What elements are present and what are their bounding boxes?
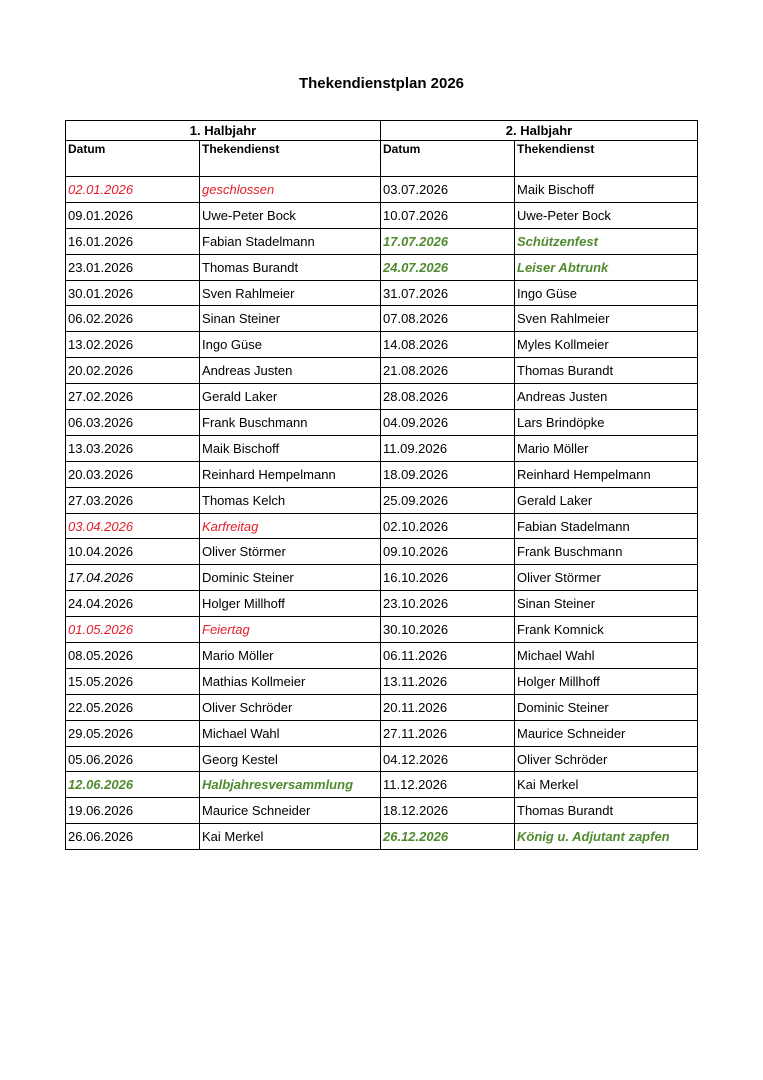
date-2-cell: 09.10.2026 xyxy=(381,539,515,565)
table-row xyxy=(66,358,698,384)
date-2-cell: 14.08.2026 xyxy=(381,332,515,358)
date-2-cell: 16.10.2026 xyxy=(381,565,515,591)
duty-2-cell: Maik Bischoff xyxy=(515,177,698,203)
duty-2-cell: Sinan Steiner xyxy=(515,591,698,617)
date-1-cell: 15.05.2026 xyxy=(66,668,200,694)
table-body xyxy=(66,177,698,850)
date-1-cell: 16.01.2026 xyxy=(66,228,200,254)
duty-2-cell: Mario Möller xyxy=(515,435,698,461)
duty-2-cell: Reinhard Hempelmann xyxy=(515,461,698,487)
duty-2-cell: Frank Buschmann xyxy=(515,539,698,565)
date-2-cell: 11.12.2026 xyxy=(381,772,515,798)
duty-2-cell: Leiser Abtrunk xyxy=(515,254,698,280)
date-1-cell: 22.05.2026 xyxy=(66,694,200,720)
date-1-cell: 06.03.2026 xyxy=(66,410,200,436)
duty-1-cell: Feiertag xyxy=(200,617,381,643)
column-header-duty-1: Thekendienst xyxy=(200,141,381,177)
date-1-cell: 29.05.2026 xyxy=(66,720,200,746)
date-1-cell: 30.01.2026 xyxy=(66,280,200,306)
date-1-cell: 08.05.2026 xyxy=(66,643,200,669)
duty-2-cell: Gerald Laker xyxy=(515,487,698,513)
table-row xyxy=(66,435,698,461)
date-2-cell: 13.11.2026 xyxy=(381,668,515,694)
column-header-duty-2: Thekendienst xyxy=(515,141,698,177)
duty-1-cell: Mathias Kollmeier xyxy=(200,668,381,694)
duty-1-cell: Thomas Burandt xyxy=(200,254,381,280)
date-1-cell: 10.04.2026 xyxy=(66,539,200,565)
duty-1-cell: Georg Kestel xyxy=(200,746,381,772)
table-row xyxy=(66,746,698,772)
duty-1-cell: Sinan Steiner xyxy=(200,306,381,332)
column-header-row xyxy=(66,141,698,177)
date-2-cell: 18.12.2026 xyxy=(381,798,515,824)
duty-2-cell: Lars Brindöpke xyxy=(515,410,698,436)
date-2-cell: 04.12.2026 xyxy=(381,746,515,772)
table-row xyxy=(66,539,698,565)
table-row xyxy=(66,720,698,746)
table-row xyxy=(66,306,698,332)
date-1-cell: 20.03.2026 xyxy=(66,461,200,487)
date-2-cell: 24.07.2026 xyxy=(381,254,515,280)
duty-1-cell: Michael Wahl xyxy=(200,720,381,746)
date-2-cell: 21.08.2026 xyxy=(381,358,515,384)
duty-2-cell: Thomas Burandt xyxy=(515,358,698,384)
table-row xyxy=(66,694,698,720)
date-1-cell: 19.06.2026 xyxy=(66,798,200,824)
duty-1-cell: Halbjahresversammlung xyxy=(200,772,381,798)
duty-1-cell: Uwe-Peter Bock xyxy=(200,202,381,228)
duty-2-cell: Uwe-Peter Bock xyxy=(515,202,698,228)
table-row xyxy=(66,461,698,487)
table-row xyxy=(66,798,698,824)
date-1-cell: 23.01.2026 xyxy=(66,254,200,280)
section-header-row xyxy=(66,121,698,141)
duty-1-cell: Sven Rahlmeier xyxy=(200,280,381,306)
date-2-cell: 27.11.2026 xyxy=(381,720,515,746)
date-2-cell: 18.09.2026 xyxy=(381,461,515,487)
table-row xyxy=(66,513,698,539)
table-row xyxy=(66,177,698,203)
duty-1-cell: Ingo Güse xyxy=(200,332,381,358)
section-first-half: 1. Halbjahr xyxy=(66,121,381,141)
section-second-half: 2. Halbjahr xyxy=(381,121,698,141)
duty-1-cell: Dominic Steiner xyxy=(200,565,381,591)
duty-2-cell: König u. Adjutant zapfen xyxy=(515,824,698,850)
duty-2-cell: Myles Kollmeier xyxy=(515,332,698,358)
date-1-cell: 03.04.2026 xyxy=(66,513,200,539)
table-row xyxy=(66,332,698,358)
duty-2-cell: Maurice Schneider xyxy=(515,720,698,746)
table-row xyxy=(66,228,698,254)
duty-2-cell: Frank Komnick xyxy=(515,617,698,643)
page-title: Thekendienstplan 2026 xyxy=(298,75,465,92)
date-2-cell: 26.12.2026 xyxy=(381,824,515,850)
date-2-cell: 10.07.2026 xyxy=(381,202,515,228)
duty-1-cell: Maik Bischoff xyxy=(200,435,381,461)
table-row xyxy=(66,643,698,669)
date-2-cell: 07.08.2026 xyxy=(381,306,515,332)
date-1-cell: 01.05.2026 xyxy=(66,617,200,643)
date-1-cell: 27.02.2026 xyxy=(66,384,200,410)
date-1-cell: 24.04.2026 xyxy=(66,591,200,617)
duty-1-cell: Oliver Störmer xyxy=(200,539,381,565)
table-row xyxy=(66,565,698,591)
duty-1-cell: Thomas Kelch xyxy=(200,487,381,513)
duty-2-cell: Michael Wahl xyxy=(515,643,698,669)
table-row xyxy=(66,668,698,694)
duty-1-cell: Gerald Laker xyxy=(200,384,381,410)
table-row xyxy=(66,384,698,410)
date-2-cell: 31.07.2026 xyxy=(381,280,515,306)
date-2-cell: 25.09.2026 xyxy=(381,487,515,513)
duty-2-cell: Holger Millhoff xyxy=(515,668,698,694)
date-2-cell: 23.10.2026 xyxy=(381,591,515,617)
duty-1-cell: Oliver Schröder xyxy=(200,694,381,720)
date-2-cell: 11.09.2026 xyxy=(381,435,515,461)
duty-1-cell: Frank Buschmann xyxy=(200,410,381,436)
column-header-date-1: Datum xyxy=(66,141,200,177)
table-row xyxy=(66,772,698,798)
date-1-cell: 05.06.2026 xyxy=(66,746,200,772)
duty-1-cell: Maurice Schneider xyxy=(200,798,381,824)
date-1-cell: 12.06.2026 xyxy=(66,772,200,798)
duty-1-cell: Reinhard Hempelmann xyxy=(200,461,381,487)
duty-2-cell: Thomas Burandt xyxy=(515,798,698,824)
duty-1-cell: geschlossen xyxy=(200,177,381,203)
table-row xyxy=(66,254,698,280)
date-2-cell: 30.10.2026 xyxy=(381,617,515,643)
duty-table xyxy=(65,120,698,850)
date-1-cell: 06.02.2026 xyxy=(66,306,200,332)
date-1-cell: 26.06.2026 xyxy=(66,824,200,850)
date-1-cell: 20.02.2026 xyxy=(66,358,200,384)
duty-1-cell: Karfreitag xyxy=(200,513,381,539)
table-row xyxy=(66,280,698,306)
date-1-cell: 13.03.2026 xyxy=(66,435,200,461)
date-2-cell: 03.07.2026 xyxy=(381,177,515,203)
date-2-cell: 06.11.2026 xyxy=(381,643,515,669)
duty-1-cell: Fabian Stadelmann xyxy=(200,228,381,254)
date-1-cell: 09.01.2026 xyxy=(66,202,200,228)
table-row xyxy=(66,202,698,228)
duty-2-cell: Andreas Justen xyxy=(515,384,698,410)
table-row xyxy=(66,591,698,617)
duty-1-cell: Mario Möller xyxy=(200,643,381,669)
date-1-cell: 02.01.2026 xyxy=(66,177,200,203)
date-1-cell: 17.04.2026 xyxy=(66,565,200,591)
date-1-cell: 13.02.2026 xyxy=(66,332,200,358)
duty-1-cell: Kai Merkel xyxy=(200,824,381,850)
column-header-date-2: Datum xyxy=(381,141,515,177)
table-row xyxy=(66,824,698,850)
duty-2-cell: Sven Rahlmeier xyxy=(515,306,698,332)
duty-1-cell: Andreas Justen xyxy=(200,358,381,384)
duty-2-cell: Kai Merkel xyxy=(515,772,698,798)
duty-2-cell: Ingo Güse xyxy=(515,280,698,306)
duty-2-cell: Fabian Stadelmann xyxy=(515,513,698,539)
date-2-cell: 04.09.2026 xyxy=(381,410,515,436)
duty-2-cell: Oliver Störmer xyxy=(515,565,698,591)
table-row xyxy=(66,617,698,643)
date-1-cell: 27.03.2026 xyxy=(66,487,200,513)
date-2-cell: 02.10.2026 xyxy=(381,513,515,539)
date-2-cell: 20.11.2026 xyxy=(381,694,515,720)
duty-2-cell: Dominic Steiner xyxy=(515,694,698,720)
table-row xyxy=(66,487,698,513)
duty-2-cell: Schützenfest xyxy=(515,228,698,254)
duty-1-cell: Holger Millhoff xyxy=(200,591,381,617)
date-2-cell: 17.07.2026 xyxy=(381,228,515,254)
table-row xyxy=(66,410,698,436)
date-2-cell: 28.08.2026 xyxy=(381,384,515,410)
duty-2-cell: Oliver Schröder xyxy=(515,746,698,772)
